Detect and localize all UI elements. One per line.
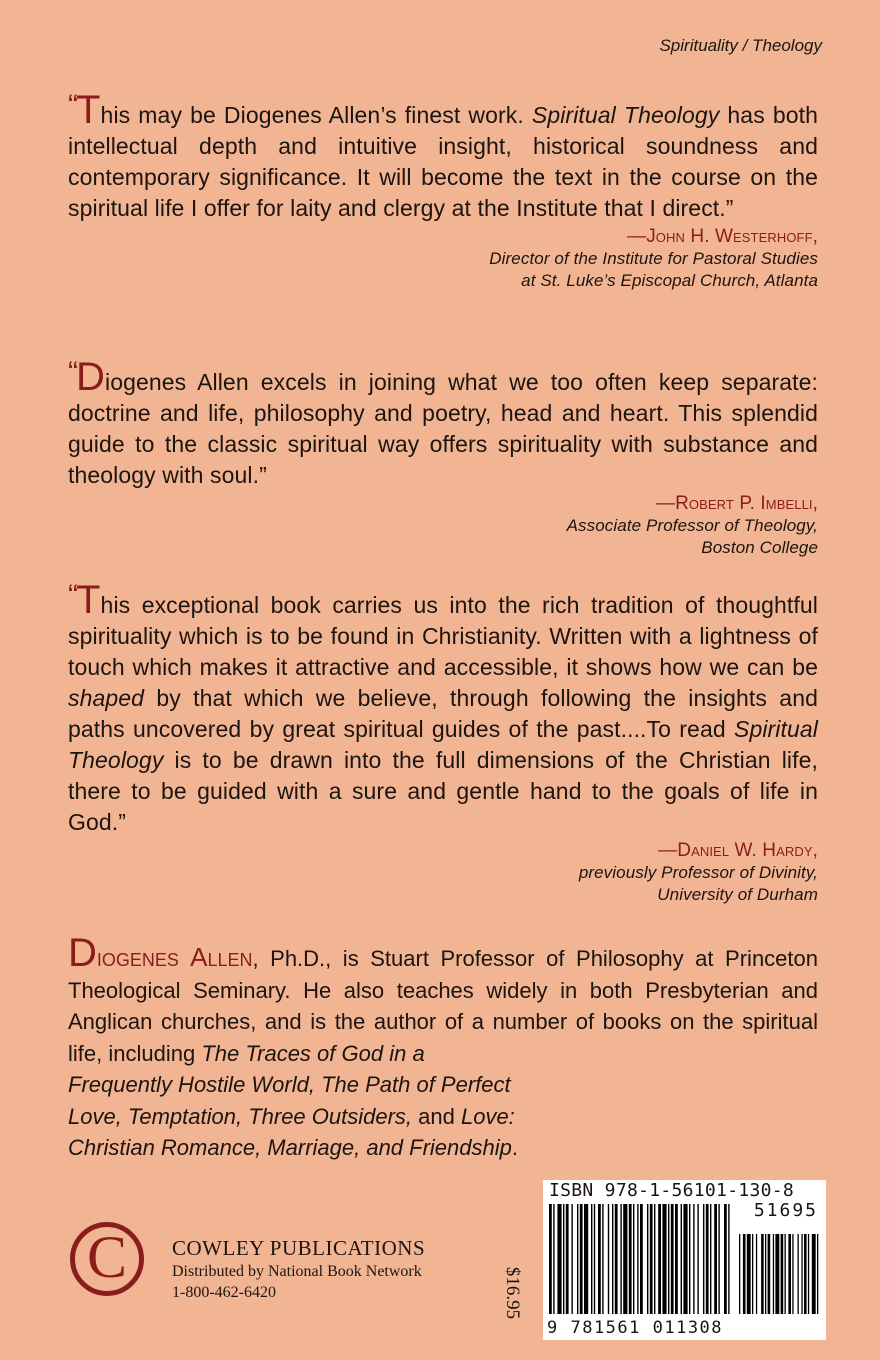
quote-body: “This exceptional book carries us into the rich tradition of thoughtful spirituality which is to be found in Christianity. Written with a lightness of touch which makes it attractive and accessible, it shows how we can be shaped by that which we believe, through following the insights and paths uncovered by great spiritual guides of the past....To read Spiritual Theology is to be drawn into the full dimensions of the Christian life, there to be guided with a sure and gentle hand to the goals of life in God.” xyxy=(68,578,818,835)
author-bio: Diogenes Allen, Ph.D., is Stuart Professor of Philosophy at Princeton Theological Seminary. He also teaches widely in both Presbyterian and Anglican churches, and is the author of a number of books on the spiritual life, including The Traces of God in a Frequently Hostile World, The Path of Perfect Love, Temptation, Three Outsiders, and Love: Christian Romance, Marriage, and Friendship. xyxy=(68,931,818,1160)
quote-attribution xyxy=(68,226,818,292)
author-name: Diogenes Allen xyxy=(68,931,253,975)
publisher-logo-icon: C xyxy=(70,1222,144,1296)
endorsement-quote-3 xyxy=(68,580,818,906)
endorsement-quote-1 xyxy=(68,90,818,292)
endorser-affiliation: University of Durham xyxy=(657,885,818,904)
category-label: Spirituality / Theology xyxy=(659,36,822,55)
quote-attribution xyxy=(68,840,818,906)
endorsement-quote-2 xyxy=(68,357,818,559)
endorser-affiliation: Boston College xyxy=(701,538,818,557)
endorser-name: —John H. Westerhoff, xyxy=(627,226,818,247)
isbn-label: ISBN 978-1-56101-130-8 xyxy=(549,1180,795,1201)
endorser-role: previously Professor of Divinity, xyxy=(578,863,818,882)
distributor-line: Distributed by National Book Network xyxy=(172,1263,422,1280)
price-addon-number: 51695 xyxy=(753,1200,818,1221)
barcode-icon xyxy=(549,1204,821,1314)
endorser-name: —Robert P. Imbelli, xyxy=(655,493,818,514)
publisher-name: COWLEY PUBLICATIONS xyxy=(172,1236,426,1260)
endorser-role: Associate Professor of Theology, xyxy=(566,516,818,535)
barcode-panel xyxy=(543,1180,826,1340)
price-label: $16.95 xyxy=(502,1266,523,1320)
quote-body: “Diogenes Allen excels in joining what we too often keep separate: doctrine and life, philosophy and poetry, head and heart. This splendid guide to the classic spiritual way offers spirituality with substance and theology with soul.” xyxy=(68,355,818,488)
quote-attribution xyxy=(68,493,818,559)
quote-body: “This may be Diogenes Allen’s finest work. Spiritual Theology has both intellectual depth and intuitive insight, historical soundness and contemporary significance. It will become the text in the course on the spiritual life I offer for laity and clergy at the Institute that I direct.” xyxy=(68,88,819,221)
publisher-phone: 1-800-462-6420 xyxy=(172,1284,276,1301)
endorser-name: —Daniel W. Hardy, xyxy=(658,840,818,861)
endorser-affiliation: at St. Luke’s Episcopal Church, Atlanta xyxy=(521,271,818,290)
ean-number: 9 781561 011308 xyxy=(547,1318,724,1338)
endorser-role: Director of the Institute for Pastoral Studies xyxy=(489,249,818,268)
